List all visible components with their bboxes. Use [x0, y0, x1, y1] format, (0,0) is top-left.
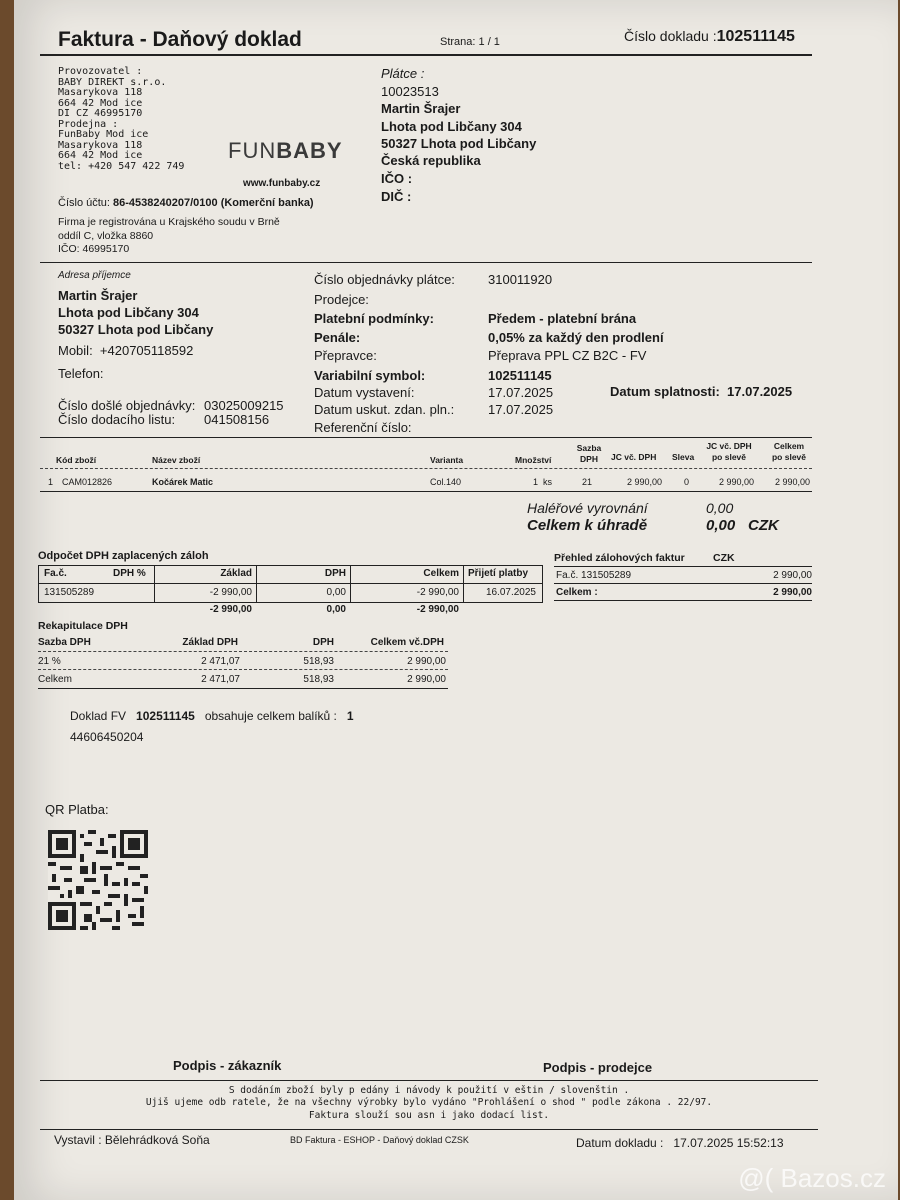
- shop-line: tel: +420 547 422 749: [58, 160, 185, 172]
- adv-sum: 0,00: [326, 604, 346, 615]
- seller-signature-label: Podpis - prodejce: [543, 1060, 653, 1075]
- row-name: Kočárek Matic: [152, 477, 214, 487]
- section-divider: [40, 1129, 818, 1130]
- qr-label: QR Platba:: [45, 802, 109, 817]
- payer-ico-label: IČO :: [381, 171, 413, 186]
- adv-header: Fa.č.: [44, 568, 67, 579]
- legal-notice-line: S dodáním zboží byly p edány i návody k použití v eštin / slovenštin .: [228, 1085, 630, 1096]
- table-divider: [463, 565, 464, 602]
- col-header-qty: Množství: [515, 455, 552, 465]
- col-header-total-line: Celkem: [773, 441, 805, 451]
- provider-block: [58, 67, 184, 172]
- order-info-value: Předem - platební brána: [488, 311, 637, 326]
- due-date-value: 17.07.2025: [727, 384, 793, 399]
- vat-recap-cell: 2 990,00: [407, 656, 446, 667]
- bazos-watermark: @( Bazos.cz: [738, 1163, 886, 1193]
- total-due-label: Celkem k úhradě: [527, 517, 648, 534]
- table-divider: [154, 565, 155, 602]
- vat-recap-header: DPH: [312, 637, 334, 648]
- col-header-unit-price: JC vč. DPH: [611, 452, 657, 462]
- registration-line: Firma je registrována u Krajského soudu v Brně: [58, 216, 280, 228]
- customer-signature-label: Podpis - zákazník: [173, 1058, 282, 1073]
- system-name: BD Faktura - ESHOP - Daňový doklad CZSK: [290, 1135, 469, 1145]
- table-divider: [554, 600, 812, 601]
- package-doc-no: 102511145: [136, 709, 195, 723]
- due-date-label: Datum splatnosti:: [610, 384, 720, 399]
- doc-number: 102511145: [716, 28, 795, 45]
- doc-number-label: Číslo dokladu :: [624, 28, 717, 44]
- vat-recap-header: Základ DPH: [182, 637, 238, 648]
- legal-notice-line: Ujiš ujeme odb ratele, že na všechny výrobky bylo vydáno "Prohlášení o shod " podle zákona . 22/97.: [145, 1097, 713, 1109]
- vat-recap-header: Sazba DPH: [38, 637, 91, 648]
- vat-recap-title: Rekapitulace DPH: [38, 620, 128, 632]
- mobile-row: [58, 343, 193, 358]
- adv-header: DPH: [324, 568, 346, 579]
- payer-city: 50327 Lhota pod Libčany: [381, 136, 537, 151]
- col-header-price-after-line: po slevě: [711, 452, 747, 463]
- doc-number-row: [624, 28, 795, 46]
- col-header-price-after-line: JC vč. DPH: [706, 441, 752, 451]
- bank-account: 86-4538240207/0100 (Komerční banka): [113, 197, 314, 209]
- qr-code-icon: [48, 830, 148, 930]
- section-divider: [40, 437, 812, 438]
- col-header-code: Kód zboží: [56, 455, 97, 465]
- row-vat: 21: [582, 477, 593, 487]
- row-discount: 0: [684, 477, 690, 487]
- col-header-vat-rate-line: DPH: [580, 454, 598, 465]
- col-header-vat-rate: [574, 443, 604, 465]
- table-divider: [40, 468, 812, 469]
- payer-label: Plátce :: [381, 66, 425, 81]
- order-info-value: 17.07.2025: [488, 402, 554, 417]
- vat-recap-cell: Celkem: [38, 674, 72, 685]
- adv-cell: 16.07.2025: [485, 587, 536, 598]
- row-variant: Col.140: [430, 477, 462, 487]
- table-divider: [38, 651, 448, 652]
- table-divider: [256, 565, 257, 602]
- recipient-street: Lhota pod Libčany 304: [58, 305, 199, 320]
- row-code: CAM012826: [62, 477, 113, 487]
- table-divider: [38, 583, 542, 584]
- rounding-value: 0,00: [706, 500, 734, 516]
- recipient-city: 50327 Lhota pod Libčany: [58, 322, 214, 337]
- website: www.funbaby.cz: [243, 178, 321, 189]
- order-info-label: Datum uskut. zdan. pln.:: [314, 402, 455, 417]
- package-contains-label: obsahuje celkem balíků :: [204, 709, 337, 723]
- row-unit-price: 2 990,00: [626, 477, 662, 487]
- adv-header: Celkem: [423, 568, 459, 579]
- row-number: 1: [48, 477, 54, 487]
- col-header-vat-rate-line: Sazba: [576, 443, 602, 453]
- mobile-label: Mobil:: [58, 343, 93, 358]
- package-doc-label: Doklad FV: [70, 709, 127, 723]
- table-divider: [38, 669, 448, 670]
- order-info-label: Variabilní symbol:: [314, 368, 426, 383]
- order-info-label: Přepravce:: [314, 348, 377, 363]
- provider-line: DI CZ 46995170: [58, 108, 143, 119]
- phone-label: Telefon:: [58, 366, 104, 381]
- registration-block: [58, 216, 280, 257]
- funbaby-logo: [228, 138, 343, 164]
- issued-by-row: [54, 1133, 210, 1147]
- vat-recap-cell: 2 471,07: [201, 674, 240, 685]
- shop-label: Prodejna :: [58, 118, 119, 130]
- bank-account-label: Číslo účtu:: [58, 197, 110, 209]
- recipient-name: Martin Šrajer: [58, 288, 138, 303]
- provider-label: Provozovatel :: [58, 66, 143, 77]
- row-qty-value: 1: [533, 477, 539, 487]
- registration-line: IČO: 46995170: [58, 243, 130, 256]
- package-count: 1: [346, 709, 354, 723]
- mobile-value: +420705118592: [99, 343, 194, 358]
- advance-overview-currency: CZK: [713, 552, 735, 564]
- table-divider: [554, 583, 812, 584]
- invoice-title: Faktura - Daňový doklad: [58, 28, 302, 51]
- payer-country: Česká republika: [381, 153, 481, 168]
- issued-by-value: Bělehrádková Soňa: [104, 1133, 210, 1147]
- due-date-row: [610, 384, 792, 399]
- row-qty-unit: ks: [543, 477, 553, 487]
- vat-recap-cell: 2 990,00: [407, 674, 446, 685]
- payer-id: 10023513: [381, 84, 439, 99]
- recipient-label: Adresa příjemce: [58, 270, 131, 281]
- issued-by-label: Vystavil :: [54, 1133, 102, 1147]
- section-divider: [40, 1080, 818, 1081]
- incoming-order-value: 03025009215: [204, 398, 284, 413]
- order-info-value: 310011920: [488, 272, 553, 287]
- row-price-after: 2 990,00: [718, 477, 754, 487]
- order-info-value: Přeprava PPL CZ B2C - FV: [488, 348, 647, 363]
- provider-line: Masarykova 118: [58, 87, 143, 98]
- shop-line: Masarykova 118: [58, 139, 143, 151]
- order-info-label: Platební podmínky:: [314, 311, 434, 326]
- adv-sum: -2 990,00: [416, 604, 459, 615]
- delivery-note-label: Číslo dodacího listu:: [58, 412, 176, 427]
- vat-recap-header: Celkem vč.DPH: [370, 637, 444, 648]
- section-divider: [40, 262, 812, 263]
- legal-notice-line: Faktura slouží sou asn i jako dodací list.: [308, 1109, 550, 1121]
- delivery-note-value: 041508156: [204, 412, 270, 427]
- col-header-price-after: [702, 441, 756, 463]
- col-header-total: [764, 441, 814, 463]
- order-info-label: Číslo objednávky plátce:: [314, 272, 455, 287]
- col-header-total-line: po slevě: [771, 452, 807, 463]
- adv-cell: 0,00: [326, 587, 346, 598]
- payer-dic-label: DIČ :: [381, 189, 412, 204]
- table-divider: [554, 566, 812, 567]
- registration-line: oddíl C, vložka 8860: [58, 229, 154, 242]
- col-header-variant: Varianta: [430, 455, 464, 465]
- order-info-label: Penále:: [314, 330, 361, 345]
- rounding-label: Haléřové vyrovnání: [527, 500, 648, 516]
- adv-sum: -2 990,00: [209, 604, 252, 615]
- total-due-currency: CZK: [748, 517, 779, 534]
- provider-line: BABY DIREKT s.r.o.: [58, 76, 167, 88]
- logo-part-fun: FUN: [228, 138, 277, 163]
- provider-line: 664 42 Mod ice: [58, 97, 143, 109]
- doc-date-label: Datum dokladu :: [576, 1136, 664, 1150]
- advance-overview-amount: 2 990,00: [773, 570, 812, 581]
- payer-street: Lhota pod Libčany 304: [381, 119, 522, 134]
- advance-overview-title: Přehled zálohových faktur: [554, 552, 685, 564]
- legal-notice: [40, 1085, 818, 1122]
- vat-recap-cell: 2 471,07: [201, 656, 240, 667]
- incoming-order-label: Číslo došlé objednávky:: [58, 398, 196, 413]
- adv-cell: 131505289: [44, 587, 95, 598]
- order-info-value: 17.07.2025: [488, 385, 554, 400]
- col-header-discount: Sleva: [672, 452, 695, 462]
- advance-deduction-title: Odpočet DPH zaplacených záloh: [38, 550, 209, 562]
- adv-cell: -2 990,00: [209, 587, 252, 598]
- doc-date-row: [576, 1136, 784, 1150]
- adv-header: Přijetí platby: [468, 568, 529, 579]
- page-indicator: Strana: 1 / 1: [440, 36, 500, 48]
- order-info-value: 102511145: [488, 368, 552, 383]
- shop-line: 664 42 Mod ice: [58, 150, 143, 161]
- logo-part-baby: BABY: [276, 138, 343, 163]
- advance-overview-invoice: Fa.č. 131505289: [556, 570, 632, 581]
- adv-header: Základ: [220, 568, 252, 579]
- col-header-name: Název zboží: [152, 455, 201, 465]
- table-divider: [40, 491, 812, 492]
- header-divider: [40, 54, 812, 56]
- adv-cell: -2 990,00: [416, 587, 459, 598]
- table-divider: [350, 565, 351, 602]
- bank-account-row: [58, 197, 314, 209]
- order-info-label: Datum vystavení:: [314, 385, 415, 400]
- order-info-value: 0,05% za každý den prodlení: [488, 330, 664, 345]
- row-total: 2 990,00: [774, 477, 810, 487]
- advance-overview-sum-label: Celkem :: [556, 587, 598, 598]
- tracking-number: 44606450204: [70, 730, 144, 744]
- order-info-label: Referenční číslo:: [314, 420, 412, 435]
- advance-overview-sum: 2 990,00: [773, 587, 812, 598]
- table-divider: [38, 688, 448, 689]
- doc-date-value: 17.07.2025 15:52:13: [673, 1136, 784, 1150]
- adv-header: DPH %: [113, 568, 146, 579]
- vat-recap-cell: 21 %: [38, 656, 61, 667]
- payer-name: Martin Šrajer: [381, 101, 461, 116]
- row-qty: [533, 477, 552, 487]
- vat-recap-cell: 518,93: [303, 656, 334, 667]
- package-info: [70, 709, 354, 723]
- shop-line: FunBaby Mod ice: [58, 129, 149, 140]
- order-info-label: Prodejce:: [314, 292, 369, 307]
- vat-recap-cell: 518,93: [303, 674, 334, 685]
- total-due-value: 0,00: [706, 517, 736, 534]
